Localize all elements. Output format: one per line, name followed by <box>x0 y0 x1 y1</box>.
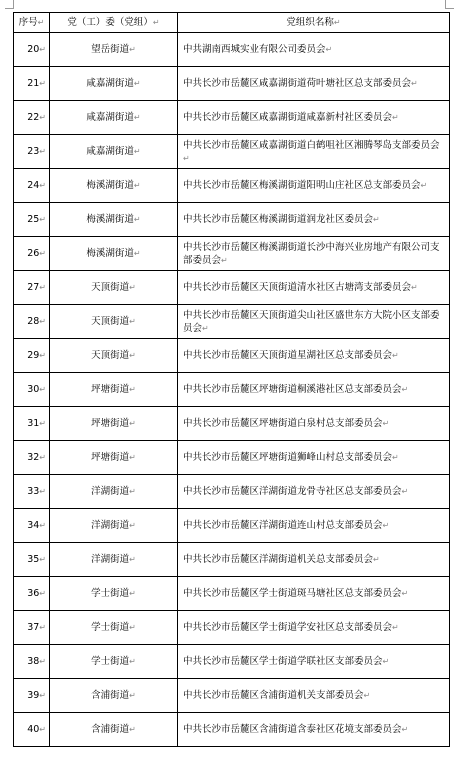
row-committee-cell: 学士街道↵ <box>50 611 178 645</box>
row-serial-cell: 37↵ <box>14 611 50 645</box>
row-serial-cell: 29↵ <box>14 339 50 373</box>
table-row <box>14 475 450 509</box>
row-serial-cell: 36↵ <box>14 577 50 611</box>
row-serial-cell: 40↵ <box>14 713 50 747</box>
row-serial-cell: 35↵ <box>14 543 50 577</box>
row-org-name-cell: 中共长沙市岳麓区坪塘街道白泉村总支部委员会↵ <box>178 407 450 441</box>
row-serial-cell: 31↵ <box>14 407 50 441</box>
header-serial: 序号↵ <box>14 13 50 33</box>
row-org-name-cell: 中共长沙市岳麓区学士街道学安社区总支部委员会↵ <box>178 611 450 645</box>
row-org-name-cell: 中共长沙市岳麓区洋湖街道机关总支部委员会↵ <box>178 543 450 577</box>
table-row <box>14 237 450 271</box>
row-org-name-cell: 中共长沙市岳麓区学士街道学联社区支部委员会↵ <box>178 645 450 679</box>
row-org-name-cell: 中共长沙市岳麓区梅溪湖街道长沙中海兴业房地产有限公司支部委员会↵ <box>178 237 450 271</box>
row-committee-cell: 咸嘉湖街道↵ <box>50 135 178 169</box>
table-body <box>14 33 450 747</box>
row-committee-cell: 学士街道↵ <box>50 645 178 679</box>
row-committee-cell: 洋湖街道↵ <box>50 543 178 577</box>
table-row <box>14 679 450 713</box>
table-row <box>14 203 450 237</box>
table-row <box>14 577 450 611</box>
row-serial-cell: 26↵ <box>14 237 50 271</box>
table-row <box>14 271 450 305</box>
row-committee-cell: 梅溪湖街道↵ <box>50 237 178 271</box>
row-serial-cell: 24↵ <box>14 169 50 203</box>
row-serial-cell: 23↵ <box>14 135 50 169</box>
row-org-name-cell: 中共长沙市岳麓区洋湖街道连山村总支部委员会↵ <box>178 509 450 543</box>
row-org-name-cell: 中共长沙市岳麓区咸嘉湖街道白鹤咀社区湘腾琴岛支部委员会↵ <box>178 135 450 169</box>
row-committee-cell: 坪塘街道↵ <box>50 441 178 475</box>
table-row <box>14 611 450 645</box>
row-serial-cell: 22↵ <box>14 101 50 135</box>
table-row <box>14 441 450 475</box>
header-org-name: 党组织名称↵ <box>178 13 450 33</box>
table-row <box>14 373 450 407</box>
row-committee-cell: 梅溪湖街道↵ <box>50 203 178 237</box>
row-org-name-cell: 中共长沙市岳麓区天顶街道尖山社区盛世东方大院小区支部委员会↵ <box>178 305 450 339</box>
row-serial-cell: 30↵ <box>14 373 50 407</box>
row-org-name-cell: 中共长沙市岳麓区梅溪湖街道阳明山庄社区总支部委员会↵ <box>178 169 450 203</box>
row-org-name-cell: 中共长沙市岳麓区含浦街道含泰社区花境支部委员会↵ <box>178 713 450 747</box>
row-committee-cell: 咸嘉湖街道↵ <box>50 101 178 135</box>
row-committee-cell: 天顶街道↵ <box>50 271 178 305</box>
row-org-name-cell: 中共长沙市岳麓区学士街道斑马塘社区总支部委员会↵ <box>178 577 450 611</box>
row-committee-cell: 坪塘街道↵ <box>50 407 178 441</box>
row-committee-cell: 望岳街道↵ <box>50 33 178 67</box>
row-committee-cell: 咸嘉湖街道↵ <box>50 67 178 101</box>
table-row <box>14 135 450 169</box>
row-serial-cell: 21↵ <box>14 67 50 101</box>
table-row <box>14 645 450 679</box>
table-row <box>14 543 450 577</box>
row-serial-cell: 32↵ <box>14 441 50 475</box>
row-committee-cell: 天顶街道↵ <box>50 339 178 373</box>
row-serial-cell: 34↵ <box>14 509 50 543</box>
table-row <box>14 169 450 203</box>
row-committee-cell: 坪塘街道↵ <box>50 373 178 407</box>
row-serial-cell: 20↵ <box>14 33 50 67</box>
margin-corner-left <box>5 0 14 9</box>
table-row <box>14 407 450 441</box>
row-org-name-cell: 中共长沙市岳麓区咸嘉湖街道荷叶塘社区总支部委员会↵ <box>178 67 450 101</box>
row-org-name-cell: 中共长沙市岳麓区天顶街道星湖社区总支部委员会↵ <box>178 339 450 373</box>
row-org-name-cell: 中共湖南西城实业有限公司委员会↵ <box>178 33 450 67</box>
table-row <box>14 713 450 747</box>
table-row <box>14 67 450 101</box>
table-header-row <box>14 13 450 33</box>
row-committee-cell: 含浦街道↵ <box>50 679 178 713</box>
table-row <box>14 101 450 135</box>
row-serial-cell: 39↵ <box>14 679 50 713</box>
row-org-name-cell: 中共长沙市岳麓区洋湖街道龙骨寺社区总支部委员会↵ <box>178 475 450 509</box>
row-serial-cell: 38↵ <box>14 645 50 679</box>
row-committee-cell: 梅溪湖街道↵ <box>50 169 178 203</box>
row-committee-cell: 学士街道↵ <box>50 577 178 611</box>
row-committee-cell: 天顶街道↵ <box>50 305 178 339</box>
header-committee: 党（工）委（党组）↵ <box>50 13 178 33</box>
row-serial-cell: 33↵ <box>14 475 50 509</box>
row-org-name-cell: 中共长沙市岳麓区坪塘街道桐溪港社区总支部委员会↵ <box>178 373 450 407</box>
party-organization-table <box>13 12 450 747</box>
row-serial-cell: 25↵ <box>14 203 50 237</box>
row-org-name-cell: 中共长沙市岳麓区天顶街道清水社区古塘湾支部委员会↵ <box>178 271 450 305</box>
row-serial-cell: 28↵ <box>14 305 50 339</box>
row-serial-cell: 27↵ <box>14 271 50 305</box>
row-committee-cell: 洋湖街道↵ <box>50 509 178 543</box>
row-org-name-cell: 中共长沙市岳麓区梅溪湖街道润龙社区委员会↵ <box>178 203 450 237</box>
table-row <box>14 305 450 339</box>
table-row <box>14 33 450 67</box>
row-committee-cell: 洋湖街道↵ <box>50 475 178 509</box>
table-row <box>14 509 450 543</box>
row-org-name-cell: 中共长沙市岳麓区咸嘉湖街道咸嘉新村社区委员会↵ <box>178 101 450 135</box>
row-org-name-cell: 中共长沙市岳麓区坪塘街道狮峰山村总支部委员会↵ <box>178 441 450 475</box>
row-org-name-cell: 中共长沙市岳麓区含浦街道机关支部委员会↵ <box>178 679 450 713</box>
margin-corner-right <box>445 0 454 9</box>
table-row <box>14 339 450 373</box>
row-committee-cell: 含浦街道↵ <box>50 713 178 747</box>
